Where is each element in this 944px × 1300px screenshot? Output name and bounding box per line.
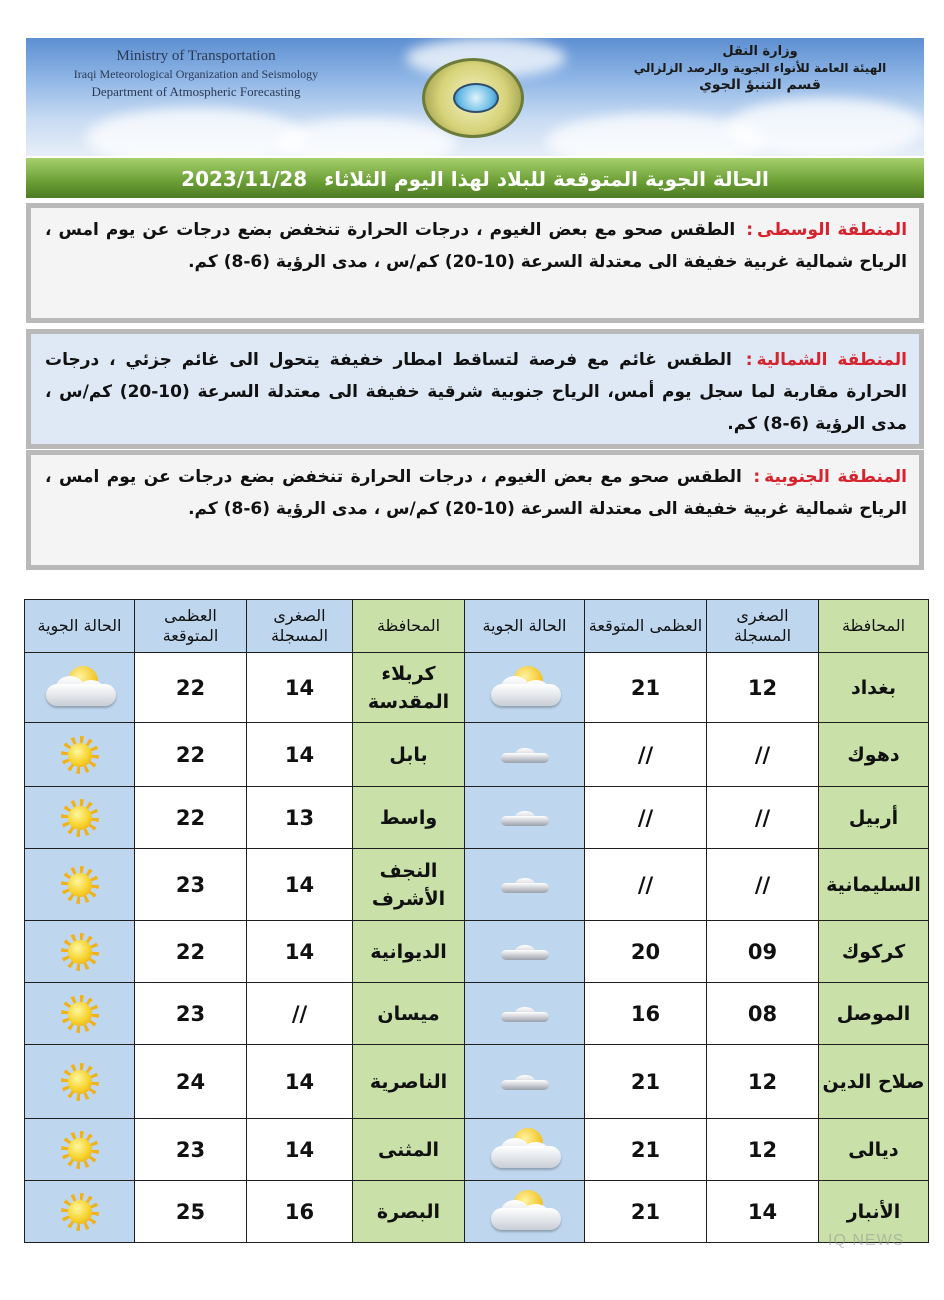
condition-cell <box>25 723 135 787</box>
condition-cell <box>465 723 585 787</box>
max-temp: 21 <box>585 1119 707 1181</box>
max-temp-header: العظمى المتوقعة <box>135 600 247 653</box>
max-temp: 20 <box>585 921 707 983</box>
condition-cell <box>25 1045 135 1119</box>
condition-cell <box>25 983 135 1045</box>
cloud-icon <box>499 1073 551 1093</box>
region-forecast-text: الطقس صحو مع بعض الغيوم ، درجات الحرارة تنخفض بضع درجات عن يوم امس ، الرياح شمالية غربية خفيفة الى معتدلة السرعة (10-20) كم/س ، مدى الرؤية (6-8) كم. <box>45 467 907 519</box>
condition-cell <box>465 653 585 723</box>
max-temp: 22 <box>135 921 247 983</box>
condition-cell <box>25 849 135 921</box>
province-name: البصرة <box>353 1181 465 1243</box>
condition-cell <box>465 983 585 1045</box>
condition-cell <box>465 921 585 983</box>
table-row <box>25 921 929 983</box>
min-temp: 14 <box>247 653 353 723</box>
min-temp: 09 <box>707 921 819 983</box>
cloud-icon <box>499 876 551 896</box>
province-name: ديالى <box>819 1119 929 1181</box>
condition-cell <box>465 787 585 849</box>
forecast-title-bar <box>26 158 924 198</box>
min-temp: 14 <box>247 1119 353 1181</box>
condition-cell <box>465 1181 585 1243</box>
province-name: ميسان <box>353 983 465 1045</box>
ministry-name-en: Ministry of Transportation <box>116 48 276 64</box>
province-header: المحافظة <box>353 600 465 653</box>
partly-cloudy-icon <box>485 664 565 712</box>
condition-cell <box>465 849 585 921</box>
sun-icon <box>61 799 99 837</box>
organization-name-ar: الهيئة العامة للأنواء الجوية والرصد الزلزالي <box>633 61 887 75</box>
min-temp: 14 <box>247 921 353 983</box>
partly-cloudy-icon <box>40 664 120 712</box>
province-name: أربيل <box>819 787 929 849</box>
max-temp: 24 <box>135 1045 247 1119</box>
condition-cell <box>25 653 135 723</box>
province-name: دهوك <box>819 723 929 787</box>
table-row <box>25 723 929 787</box>
max-temp: // <box>585 723 707 787</box>
sun-icon <box>61 1063 99 1101</box>
min-temp-header: الصغرى المسجلة <box>707 600 819 653</box>
region-name: المنطقة الشمالية <box>756 350 907 370</box>
region-name: المنطقة الوسطى <box>757 220 908 240</box>
header-english-text <box>46 48 346 100</box>
max-temp: 16 <box>585 983 707 1045</box>
min-temp: // <box>247 983 353 1045</box>
sun-icon <box>61 1131 99 1169</box>
forecast-title: الحالة الجوية المتوقعة للبلاد لهذا اليوم الثلاثاء <box>324 167 769 191</box>
ministry-name-ar: وزارة النقل <box>722 44 798 59</box>
cloud-icon <box>499 746 551 766</box>
sun-icon <box>61 866 99 904</box>
region-forecast-text: الطقس صحو مع بعض الغيوم ، درجات الحرارة تنخفض بضع درجات عن يوم امس ، الرياح شمالية غربية خفيفة الى معتدلة السرعة (10-20) كم/س ، مدى الرؤية (6-8) كم. <box>45 220 907 272</box>
max-temp: 21 <box>585 1045 707 1119</box>
min-temp-header: الصغرى المسجلة <box>247 600 353 653</box>
table-row <box>25 1119 929 1181</box>
sun-icon <box>61 933 99 971</box>
province-name: الناصرية <box>353 1045 465 1119</box>
province-name: السليمانية <box>819 849 929 921</box>
region-northern: المنطقة الشمالية: الطقس غائم مع فرصة لتساقط امطار خفيفة يتحول الى غائم جزئي ، درجات الحرارة مقاربة لما سجل يوم أمس، الرياح جنوبية شرقية خفيفة الى معتدلة السرعة (10-20) كم/س ، مدى الرؤية (6-8) كم. <box>26 329 924 449</box>
min-temp: // <box>707 787 819 849</box>
region-southern: المنطقة الجنوبية: الطقس صحو مع بعض الغيوم ، درجات الحرارة تنخفض بضع درجات عن يوم امس ، الرياح شمالية غربية خفيفة الى معتدلة السرعة (10-20) كم/س ، مدى الرؤية (6-8) كم. <box>26 450 924 570</box>
watermark-text: IQ NEWS <box>828 1232 905 1249</box>
sun-icon <box>61 736 99 774</box>
table-row <box>25 849 929 921</box>
sun-icon <box>61 995 99 1033</box>
min-temp: 12 <box>707 1045 819 1119</box>
region-central: المنطقة الوسطى: الطقس صحو مع بعض الغيوم ، درجات الحرارة تنخفض بضع درجات عن يوم امس ، الرياح شمالية غربية خفيفة الى معتدلة السرعة (10-20) كم/س ، مدى الرؤية (6-8) كم. <box>26 203 924 323</box>
condition-cell <box>25 787 135 849</box>
region-forecast-text: الطقس غائم مع فرصة لتساقط امطار خفيفة يتحول الى غائم جزئي ، درجات الحرارة مقاربة لما سجل يوم أمس، الرياح جنوبية شرقية خفيفة الى معتدلة السرعة (10-20) كم/س ، مدى الرؤية (6-8) كم. <box>45 350 907 434</box>
min-temp: 08 <box>707 983 819 1045</box>
min-temp: 14 <box>247 849 353 921</box>
province-name: كركوك <box>819 921 929 983</box>
min-temp: 12 <box>707 653 819 723</box>
header-arabic-text <box>610 44 910 93</box>
min-temp: 14 <box>247 1045 353 1119</box>
condition-header: الحالة الجوية <box>25 600 135 653</box>
partly-cloudy-icon <box>485 1188 565 1236</box>
min-temp: 14 <box>247 723 353 787</box>
min-temp: 13 <box>247 787 353 849</box>
table-header-row <box>25 600 929 653</box>
cloud-icon <box>499 1005 551 1025</box>
max-temp: 22 <box>135 787 247 849</box>
max-temp: 25 <box>135 1181 247 1243</box>
min-temp: 14 <box>707 1181 819 1243</box>
forecast-date: 2023/11/28 <box>181 167 308 191</box>
cloud-icon <box>499 943 551 963</box>
table-row <box>25 1181 929 1243</box>
table-row <box>25 787 929 849</box>
max-temp: 21 <box>585 1181 707 1243</box>
province-name: المثنى <box>353 1119 465 1181</box>
department-name-ar: قسم التنبؤ الجوي <box>699 77 821 93</box>
province-name: بغداد <box>819 653 929 723</box>
province-name: الديوانية <box>353 921 465 983</box>
table-row <box>25 983 929 1045</box>
min-temp: 16 <box>247 1181 353 1243</box>
max-temp: 21 <box>585 653 707 723</box>
condition-cell <box>25 1119 135 1181</box>
province-name: كربلاء المقدسة <box>353 653 465 723</box>
region-name: المنطقة الجنوبية <box>764 467 907 487</box>
province-forecast-table <box>24 599 929 1243</box>
condition-cell <box>465 1045 585 1119</box>
organization-logo-icon <box>422 58 524 138</box>
province-name: واسط <box>353 787 465 849</box>
sun-icon <box>61 1193 99 1231</box>
table-row <box>25 1045 929 1119</box>
max-temp: // <box>585 849 707 921</box>
province-header: المحافظة <box>819 600 929 653</box>
max-temp: 23 <box>135 849 247 921</box>
max-temp-header: العظمى المتوقعة <box>585 600 707 653</box>
organization-name-en: Iraqi Meteorological Organization and Seismology <box>73 67 319 81</box>
condition-cell <box>25 1181 135 1243</box>
cloud-icon <box>499 809 551 829</box>
max-temp: 22 <box>135 653 247 723</box>
department-name-en: Department of Atmospheric Forecasting <box>91 84 301 99</box>
province-name: النجف الأشرف <box>353 849 465 921</box>
min-temp: // <box>707 849 819 921</box>
partly-cloudy-icon <box>485 1126 565 1174</box>
province-name: الموصل <box>819 983 929 1045</box>
max-temp: 23 <box>135 1119 247 1181</box>
condition-cell <box>25 921 135 983</box>
province-name: صلاح الدين <box>819 1045 929 1119</box>
condition-cell <box>465 1119 585 1181</box>
province-name: بابل <box>353 723 465 787</box>
table-row <box>25 653 929 723</box>
province-name: الأنبار <box>819 1181 929 1243</box>
max-temp: // <box>585 787 707 849</box>
header-banner <box>26 38 924 156</box>
max-temp: 23 <box>135 983 247 1045</box>
max-temp: 22 <box>135 723 247 787</box>
min-temp: 12 <box>707 1119 819 1181</box>
min-temp: // <box>707 723 819 787</box>
condition-header: الحالة الجوية <box>465 600 585 653</box>
